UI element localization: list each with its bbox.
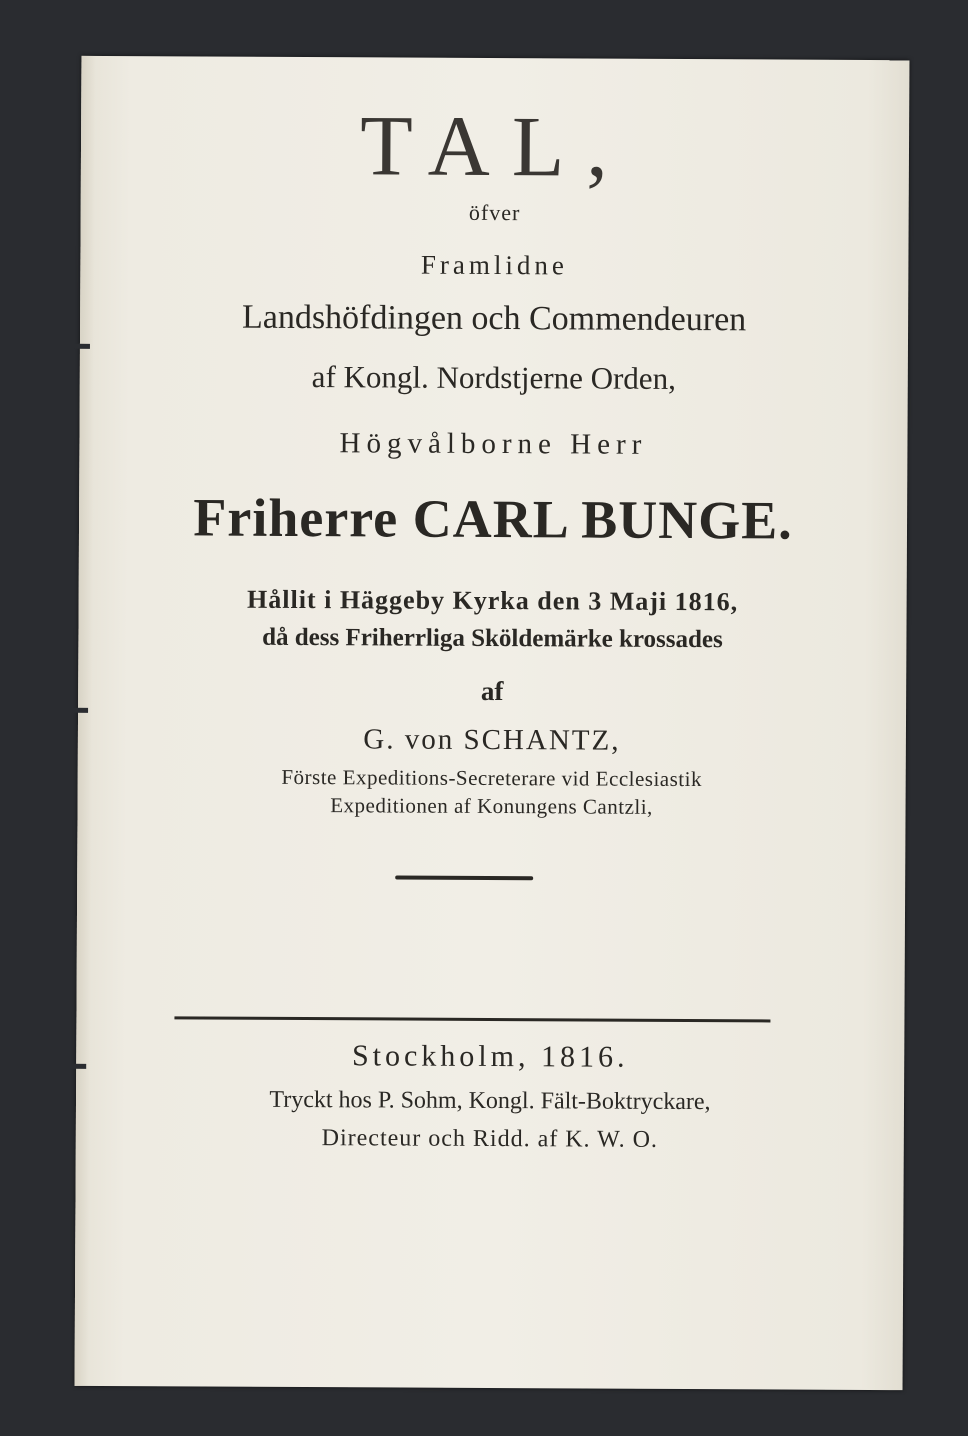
line-ofver: öfver	[468, 199, 521, 226]
imprint-place: Stockholm, 1816.	[351, 1039, 629, 1074]
imprint-printer: Tryckt hos P. Sohm, Kongl. Fält-Boktryckare,	[269, 1086, 711, 1116]
binding-hole	[74, 344, 90, 349]
honoree-name: Friherre CARL BUNGE.	[193, 487, 793, 551]
line-landshofdingen: Landshöfdingen och Commendeuren	[241, 298, 747, 339]
binding-hole	[72, 708, 88, 713]
line-framlidne: Framlidne	[420, 249, 568, 281]
line-hallit: Hållit i Häggeby Kyrka den 3 Maji 1816,	[247, 584, 739, 617]
author-title-line-2: Expeditionen af Konungens Cantzli,	[330, 793, 653, 819]
author-name: G. von SCHANTZ,	[363, 723, 621, 757]
divider-short	[395, 875, 533, 880]
line-herr: Högvålborne Herr	[339, 427, 648, 461]
line-orden: af Kongl. Nordstjerne Orden,	[311, 359, 676, 396]
imprint-directeur: Directeur och Ridd. af K. W. O.	[321, 1125, 659, 1153]
line-krossades: då dess Friherrliga Sköldemärke krossades	[262, 623, 723, 654]
document-title: TAL,	[359, 97, 631, 195]
line-af: af	[480, 675, 504, 707]
divider-long	[174, 1016, 770, 1022]
title-page	[75, 56, 910, 1390]
author-title-line-1: Förste Expeditions-Secreterare vid Ecclesiastik	[281, 764, 703, 792]
